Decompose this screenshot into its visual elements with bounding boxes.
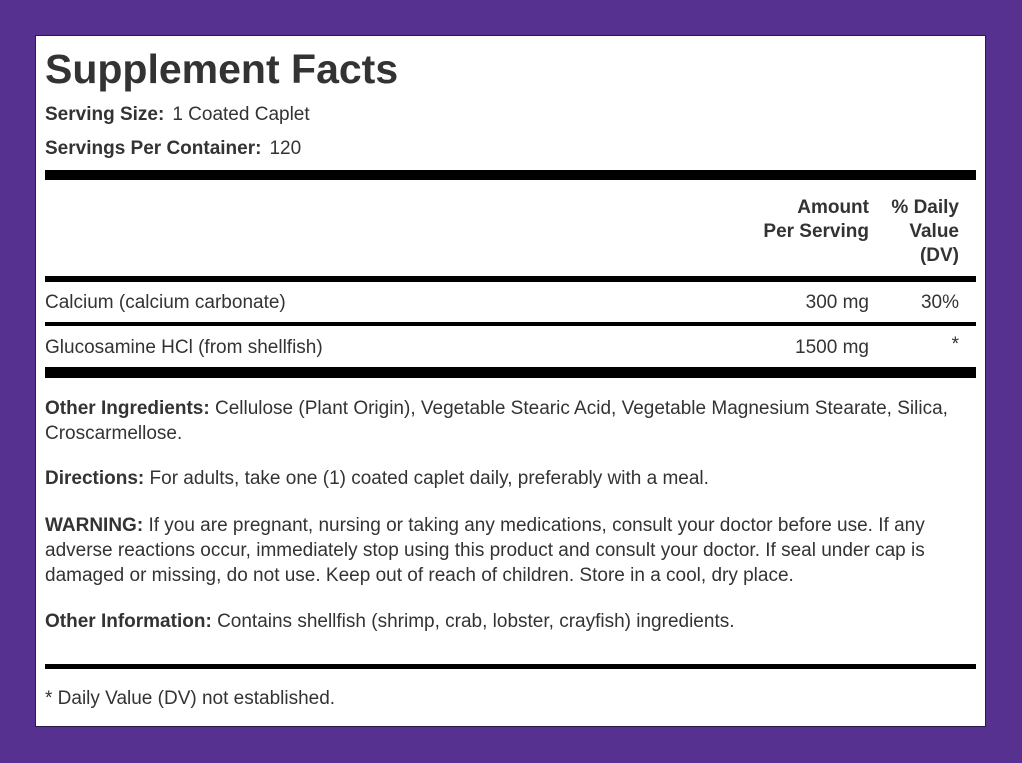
nutrient-daily-value: 30%: [920, 292, 959, 313]
nutrient-amount: 300 mg: [805, 292, 869, 313]
warning: [45, 513, 976, 588]
servings-per-container: [45, 138, 301, 160]
thick-divider-bottom: [45, 367, 976, 378]
servings-per-container-value: 120: [269, 138, 302, 159]
serving-size-label: Serving Size:: [45, 104, 165, 125]
warning-text: If you are pregnant, nursing or taking any medications, consult your doctor before use. If any adverse reactions occur, immediately stop using this product and consult your doctor. If seal under cap is damaged or missing, do not use. Keep out of reach of children. Store in a cool, dry place.: [45, 515, 925, 586]
warning-label: WARNING:: [45, 515, 144, 536]
thick-divider-top: [45, 170, 976, 180]
other-ingredients-label: Other Ingredients:: [45, 398, 210, 419]
servings-per-container-label: Servings Per Container:: [45, 138, 262, 159]
nutrient-amount: 1500 mg: [795, 337, 869, 358]
serving-size: [45, 104, 310, 126]
directions-label: Directions:: [45, 468, 145, 489]
dv-header-line-2: Value: [909, 221, 959, 242]
daily-value-header: [891, 196, 959, 268]
nutrient-name: Calcium (calcium carbonate): [45, 292, 286, 313]
supplement-facts-panel: [35, 35, 986, 727]
supplement-facts-content: [45, 36, 976, 726]
nutrient-name: Glucosamine HCl (from shellfish): [45, 337, 323, 358]
serving-size-value: 1 Coated Caplet: [172, 104, 310, 125]
page-title: Supplement Facts: [45, 46, 399, 92]
footnote-divider: [45, 664, 976, 669]
directions-text: For adults, take one (1) coated caplet daily, preferably with a meal.: [149, 468, 709, 489]
amount-header-line-2: Per Serving: [763, 221, 869, 242]
other-information-label: Other Information:: [45, 611, 212, 632]
footnote: * Daily Value (DV) not established.: [45, 688, 336, 709]
other-ingredients-text: Cellulose (Plant Origin), Vegetable Stearic Acid, Vegetable Magnesium Stearate, Silica, Croscarmellose.: [45, 398, 948, 444]
amount-header-line-1: Amount: [797, 197, 869, 218]
amount-per-serving-header: [763, 196, 869, 244]
other-information-text: Contains shellfish (shrimp, crab, lobster, crayfish) ingredients.: [217, 611, 735, 632]
dv-header-line-1: % Daily: [891, 197, 959, 218]
other-ingredients: [45, 396, 976, 446]
nutrient-daily-value: *: [951, 334, 959, 355]
directions: [45, 466, 976, 491]
dv-header-line-3: (DV): [919, 245, 959, 266]
other-information: [45, 609, 976, 634]
header-divider: [45, 276, 976, 282]
row-divider: [45, 322, 976, 326]
